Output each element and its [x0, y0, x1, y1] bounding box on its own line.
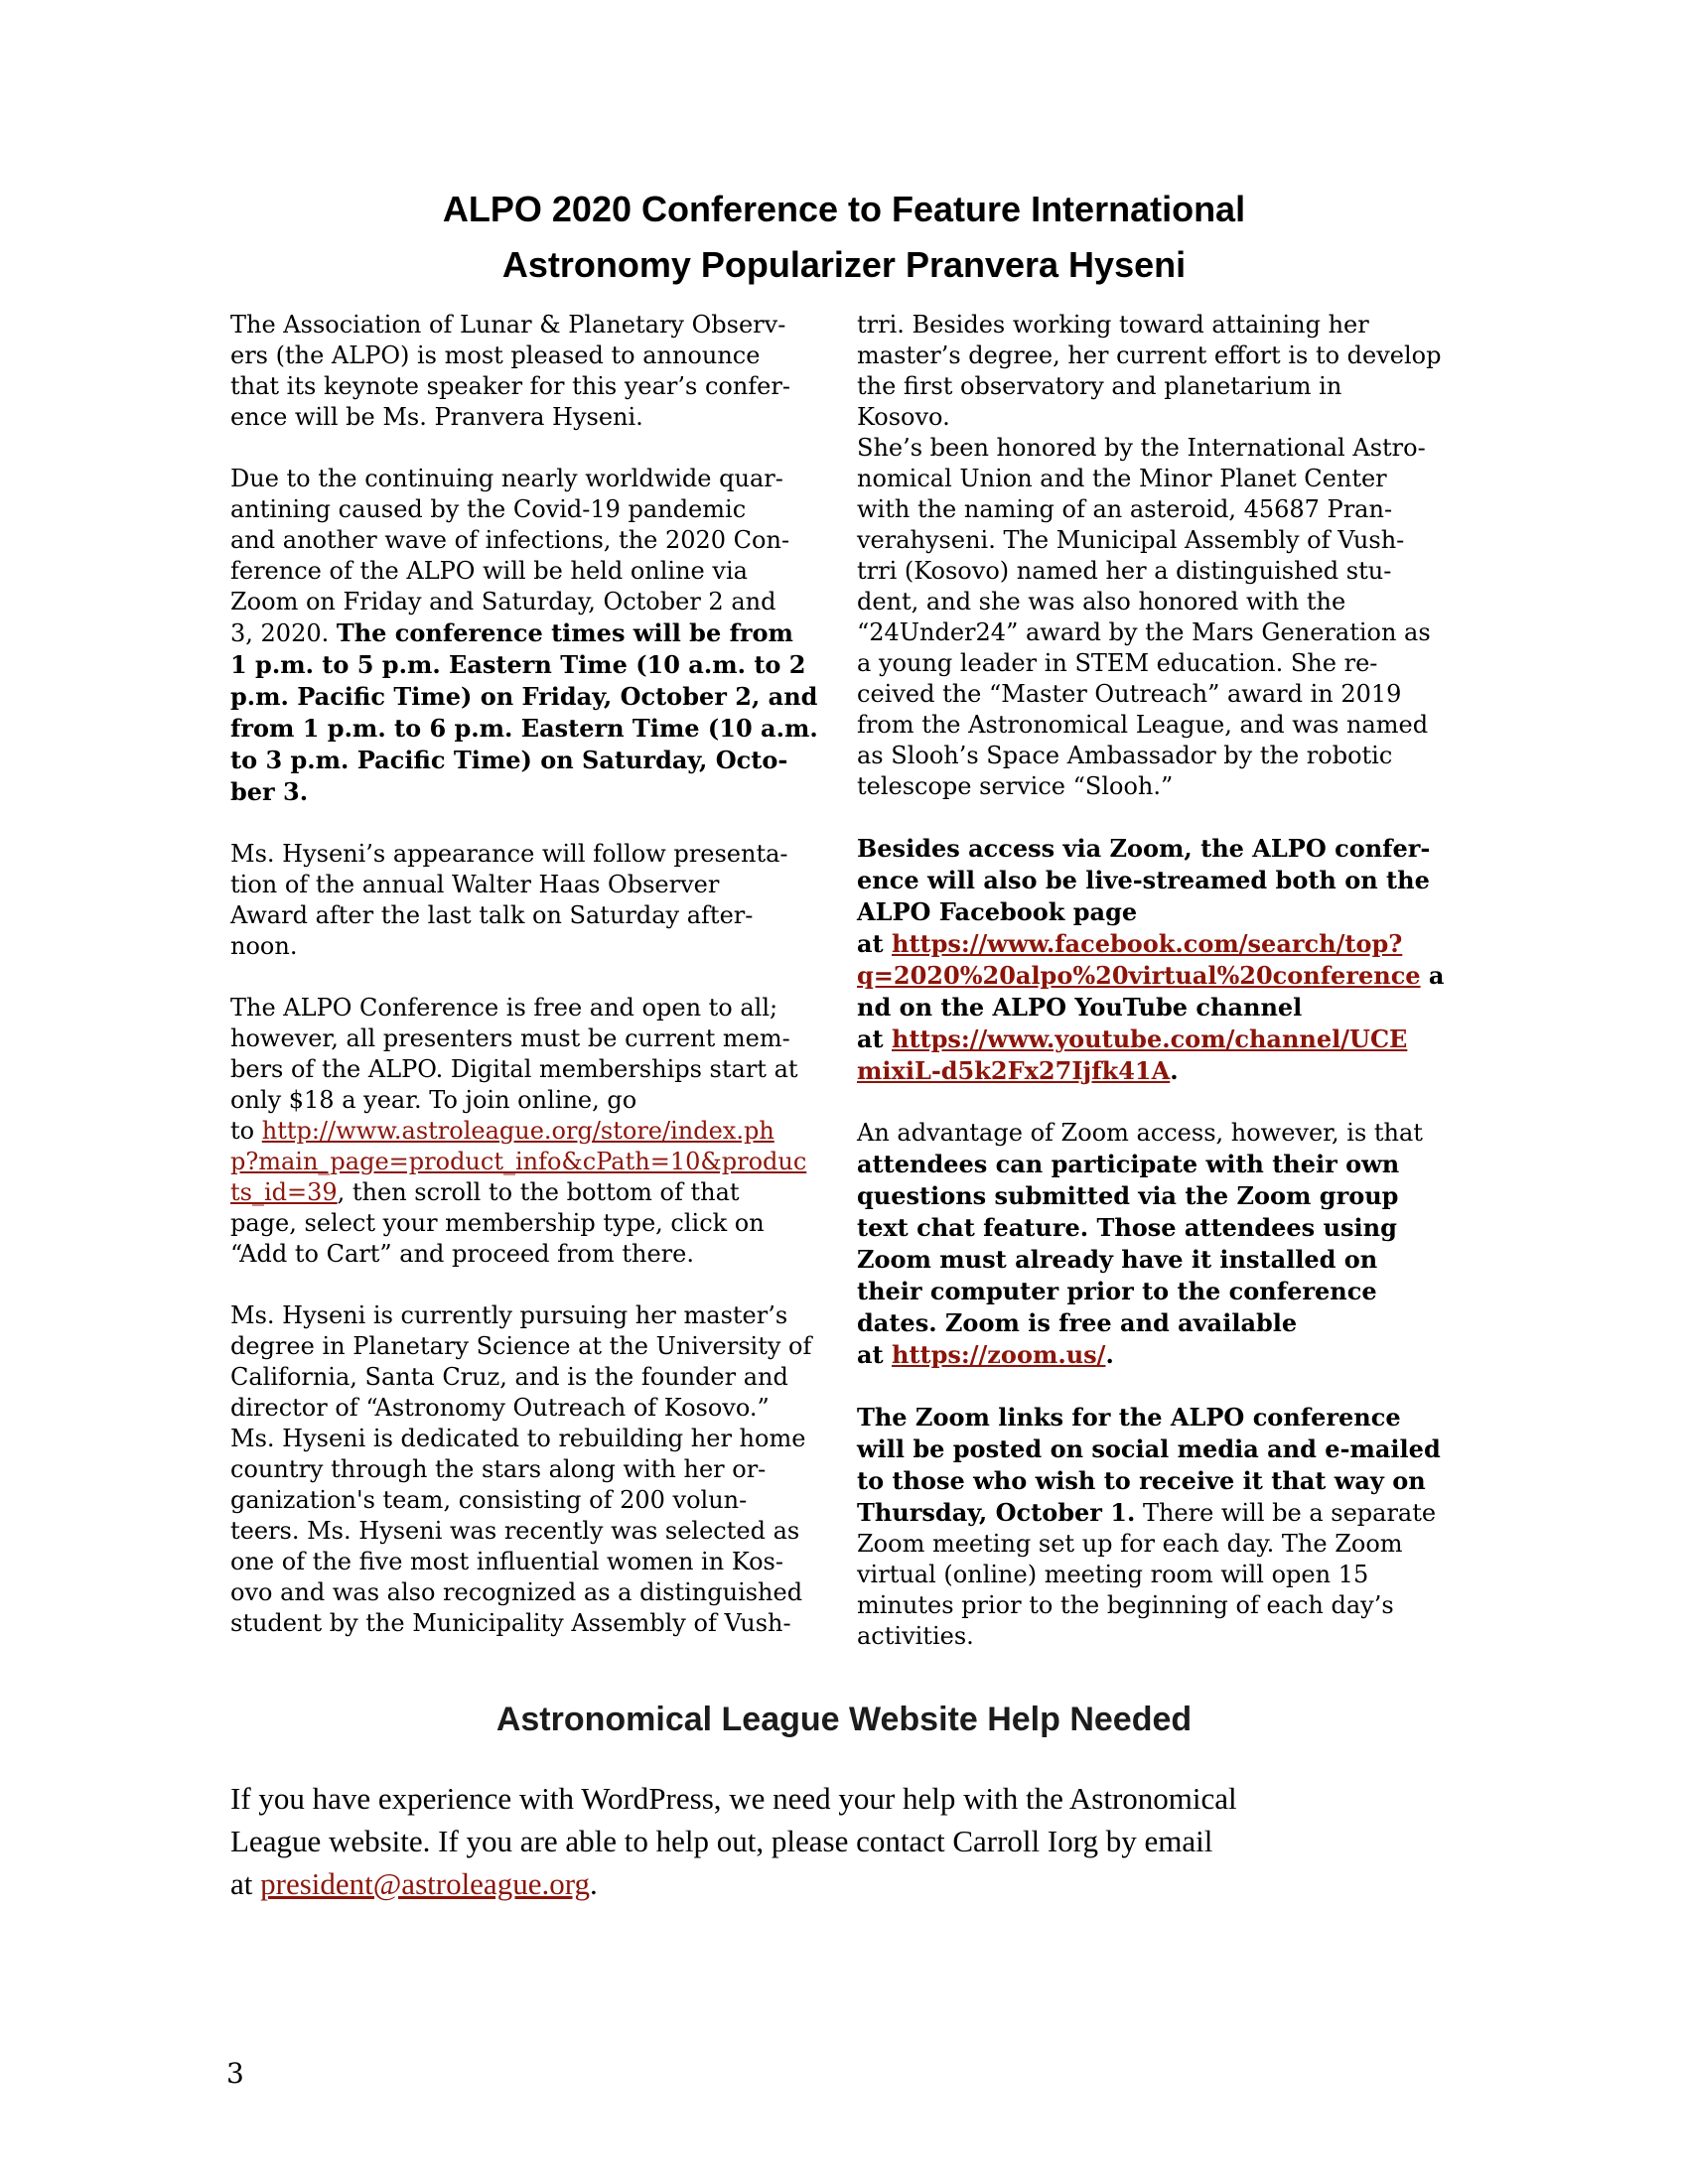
text-segment: text chat feature. Those attendees using [857, 1213, 1397, 1242]
text-line [230, 839, 835, 870]
paragraph [230, 839, 835, 962]
hyperlink[interactable]: https://www.youtube.com/channel/UCE [892, 1024, 1408, 1053]
paragraph [230, 993, 835, 1270]
text-segment: The Zoom links for the ALPO conference [857, 1403, 1401, 1432]
text-line [230, 1239, 835, 1270]
text-line [857, 1339, 1462, 1371]
text-line [857, 771, 1462, 802]
text-segment: Zoom must already have it installed on [857, 1245, 1378, 1274]
text-line [857, 556, 1462, 587]
text-segment: to those who wish to receive it that way on [857, 1466, 1426, 1495]
text-line [230, 1085, 835, 1116]
text-segment: from the Astronomical League, and was named [857, 711, 1429, 739]
text-segment: nd on the ALPO YouTube channel [857, 993, 1303, 1022]
text-line [857, 617, 1462, 648]
text-line [857, 1465, 1462, 1497]
hyperlink[interactable]: q=2020%20alpo%20virtual%20conference [857, 961, 1421, 990]
text-line [230, 1147, 835, 1177]
article-title [0, 182, 1688, 293]
text-segment: dates. Zoom is free and available [857, 1308, 1298, 1337]
text-line [230, 776, 835, 808]
text-segment: If you have experience with WordPress, we need your help with the Astronomical [230, 1781, 1237, 1816]
text-segment: to [230, 1117, 262, 1145]
text-segment: at [857, 929, 892, 958]
text-line [230, 1862, 1481, 1905]
text-line [230, 1777, 1481, 1820]
text-line [230, 1208, 835, 1239]
text-segment: Ms. Hyseni is dedicated to rebuilding her home [230, 1425, 806, 1452]
text-segment: . [589, 1866, 598, 1901]
text-segment: California, Santa Cruz, and is the founder and [230, 1363, 788, 1391]
right-column [857, 310, 1462, 1652]
text-segment: Thursday, October 1. [857, 1498, 1136, 1527]
text-line [230, 371, 835, 402]
text-line [857, 1529, 1462, 1560]
text-segment: Kosovo. [857, 403, 950, 431]
text-line [230, 1054, 835, 1085]
text-line [230, 1608, 835, 1639]
text-segment: Zoom on Friday and Saturday, October 2 and [230, 588, 776, 615]
text-line [857, 992, 1462, 1024]
text-segment: telescope service “Slooh.” [857, 772, 1174, 800]
text-line [857, 433, 1462, 464]
text-segment: degree in Planetary Science at the University of [230, 1332, 812, 1360]
text-line [857, 587, 1462, 617]
paragraph [857, 833, 1462, 1087]
text-segment: trri. Besides working toward attaining her [857, 311, 1369, 339]
text-line [230, 525, 835, 556]
text-segment: dent, and she was also honored with the [857, 588, 1346, 615]
section-heading: Astronomical League Website Help Needed [495, 1701, 1193, 1738]
text-line [230, 1516, 835, 1547]
text-line [230, 745, 835, 776]
text-segment: master’s degree, her current effort is to develop [857, 341, 1442, 369]
text-segment: at [857, 1024, 892, 1053]
text-segment: . [1105, 1340, 1114, 1369]
text-segment: will be posted on social media and e-mailed [857, 1434, 1441, 1463]
text-line [857, 464, 1462, 494]
text-segment: p.m. Pacific Time) on Friday, October 2, and [230, 682, 818, 711]
text-segment: The ALPO Conference is free and open to all; [230, 994, 778, 1022]
text-segment: attendees can participate with their own [857, 1150, 1400, 1178]
text-segment: ALPO Facebook page [857, 897, 1138, 926]
article-body [230, 310, 1462, 1652]
text-segment: tion of the annual Walter Haas Observer [230, 871, 720, 898]
text-line [230, 341, 835, 371]
paragraph [230, 1777, 1481, 1905]
text-line [230, 494, 835, 525]
text-line [230, 1547, 835, 1577]
text-segment: to 3 p.m. Pacific Time) on Saturday, Octo- [230, 746, 788, 774]
text-segment: ber 3. [230, 777, 309, 806]
text-line [857, 1497, 1462, 1529]
text-segment: Ms. Hyseni is currently pursuing her master’s [230, 1301, 788, 1329]
text-segment: ence will be Ms. Pranvera Hyseni. [230, 403, 643, 431]
paragraph [857, 310, 1462, 802]
hyperlink[interactable]: https://zoom.us/ [892, 1340, 1106, 1369]
text-segment: and another wave of infections, the 2020 Con- [230, 526, 790, 554]
text-segment: minutes prior to the beginning of each day’s [857, 1591, 1394, 1619]
article-title-line-1: ALPO 2020 Conference to Feature International [442, 189, 1246, 229]
text-segment: a young leader in STEM education. She re- [857, 649, 1378, 677]
text-segment: Zoom meeting set up for each day. The Zoom [857, 1530, 1403, 1558]
text-segment: An advantage of Zoom access, however, is that [857, 1119, 1423, 1147]
text-line [230, 649, 835, 681]
text-line [230, 1300, 835, 1331]
paragraph [857, 1402, 1462, 1652]
text-line [857, 960, 1462, 992]
text-line [230, 310, 835, 341]
text-segment: trri (Kosovo) named her a distinguished stu- [857, 557, 1392, 585]
text-segment: ceived the “Master Outreach” award in 2019 [857, 680, 1402, 708]
hyperlink[interactable]: https://www.facebook.com/search/top? [892, 929, 1403, 958]
text-line [857, 1212, 1462, 1244]
text-line [857, 896, 1462, 928]
text-segment: The conference times will be from [336, 618, 793, 647]
text-segment: League website. If you are able to help out, please contact Carroll Iorg by email [230, 1824, 1213, 1858]
text-line [230, 900, 835, 931]
text-segment: director of “Astronomy Outreach of Kosovo.” [230, 1394, 770, 1422]
text-line [857, 1118, 1462, 1149]
text-line [230, 1393, 835, 1424]
text-line [857, 310, 1462, 341]
text-segment: from 1 p.m. to 6 p.m. Eastern Time (10 a.m. [230, 714, 818, 743]
hyperlink[interactable]: ts_id=39 [230, 1178, 338, 1206]
text-line [857, 1433, 1462, 1465]
text-segment: ers (the ALPO) is most pleased to announce [230, 341, 761, 369]
text-line [857, 494, 1462, 525]
text-segment: She’s been honored by the International Astro- [857, 434, 1426, 462]
text-segment: activities. [857, 1622, 974, 1650]
text-line [230, 617, 835, 649]
text-line [230, 993, 835, 1024]
text-segment: There will be a separate [1135, 1499, 1437, 1527]
hyperlink[interactable]: p?main_page=product_info&cPath=10&produc [230, 1148, 807, 1175]
text-line [230, 1577, 835, 1608]
text-segment: , then scroll to the bottom of that [337, 1178, 740, 1206]
text-segment: 3, 2020. [230, 619, 337, 647]
text-line [857, 648, 1462, 679]
text-line [857, 1590, 1462, 1621]
text-segment: . [1170, 1056, 1179, 1085]
text-line [857, 710, 1462, 741]
text-segment: Ms. Hyseni’s appearance will follow presenta- [230, 840, 788, 868]
text-line [230, 1331, 835, 1362]
text-line [857, 741, 1462, 771]
text-segment: The Association of Lunar & Planetary Observ- [230, 311, 786, 339]
text-line [857, 341, 1462, 371]
text-line [857, 1307, 1462, 1339]
text-segment: the first observatory and planetarium in [857, 372, 1342, 400]
text-segment: at [230, 1866, 261, 1901]
text-segment: student by the Municipality Assembly of Vush- [230, 1609, 791, 1637]
text-line [230, 464, 835, 494]
text-segment: “Add to Cart” and proceed from there. [230, 1240, 694, 1268]
help-paragraph [230, 1777, 1481, 1905]
text-line [230, 713, 835, 745]
text-segment: ference of the ALPO will be held online via [230, 557, 748, 585]
text-line [857, 371, 1462, 402]
text-segment: questions submitted via the Zoom group [857, 1181, 1399, 1210]
text-line [230, 402, 835, 433]
text-line [857, 1244, 1462, 1276]
text-segment: 1 p.m. to 5 p.m. Eastern Time (10 a.m. to 2 [230, 650, 806, 679]
text-line [230, 931, 835, 962]
text-segment: page, select your membership type, click on [230, 1209, 765, 1237]
paragraph [230, 310, 835, 433]
text-segment: verahyseni. The Municipal Assembly of Vush- [857, 526, 1405, 554]
paragraph [230, 464, 835, 808]
text-line [857, 1402, 1462, 1433]
text-segment: as Slooh’s Space Ambassador by the robotic [857, 742, 1393, 769]
text-line [230, 1485, 835, 1516]
text-segment: with the naming of an asteroid, 45687 Pran- [857, 495, 1393, 523]
text-segment: Due to the continuing nearly worldwide quar- [230, 465, 783, 492]
text-line [230, 1454, 835, 1485]
text-line [230, 587, 835, 617]
text-segment: only $18 a year. To join online, go [230, 1086, 637, 1114]
text-line [857, 1055, 1462, 1087]
text-segment: “24Under24” award by the Mars Generation as [857, 618, 1431, 646]
text-segment: however, all presenters must be current mem- [230, 1024, 790, 1052]
paragraph [230, 1300, 835, 1639]
text-segment: antining caused by the Covid-19 pandemic [230, 495, 747, 523]
text-segment: nomical Union and the Minor Planet Center [857, 465, 1387, 492]
text-segment: Award after the last talk on Saturday after- [230, 901, 754, 929]
page-number: 3 [226, 2057, 244, 2090]
text-segment: ence will also be live-streamed both on the [857, 866, 1430, 894]
text-line [857, 1149, 1462, 1180]
text-line [857, 402, 1462, 433]
text-segment: a [1420, 961, 1445, 990]
text-line [230, 1116, 835, 1147]
text-segment: virtual (online) meeting room will open 15 [857, 1561, 1369, 1588]
text-line [857, 833, 1462, 865]
text-segment: teers. Ms. Hyseni was recently was selected as [230, 1517, 800, 1545]
text-line [230, 1024, 835, 1054]
text-line [857, 679, 1462, 710]
text-segment: one of the five most influential women in Kos- [230, 1548, 783, 1575]
text-line [857, 1024, 1462, 1055]
text-line [230, 556, 835, 587]
hyperlink[interactable]: president@astroleague.org [260, 1866, 590, 1901]
text-line [857, 928, 1462, 960]
text-segment: their computer prior to the conference [857, 1277, 1377, 1305]
text-line [857, 525, 1462, 556]
text-line [230, 1177, 835, 1208]
text-segment: at [857, 1340, 892, 1369]
text-segment: bers of the ALPO. Digital memberships start at [230, 1055, 798, 1083]
text-line [230, 870, 835, 900]
text-segment: noon. [230, 932, 298, 960]
text-segment: ovo and was also recognized as a distinguished [230, 1578, 803, 1606]
text-line [230, 681, 835, 713]
text-line [857, 1276, 1462, 1307]
text-line [230, 1820, 1481, 1862]
text-line [857, 1560, 1462, 1590]
text-line [230, 1424, 835, 1454]
text-line [857, 1621, 1462, 1652]
text-segment: ganization's team, consisting of 200 volun- [230, 1486, 748, 1514]
hyperlink[interactable]: http://www.astroleague.org/store/index.ph [261, 1117, 774, 1145]
text-line [230, 1362, 835, 1393]
hyperlink[interactable]: mixiL-d5k2Fx27Ijfk41A [857, 1056, 1171, 1085]
text-line [857, 1180, 1462, 1212]
paragraph [857, 1118, 1462, 1371]
text-segment: Besides access via Zoom, the ALPO confer- [857, 834, 1431, 863]
text-segment: country through the stars along with her or- [230, 1455, 767, 1483]
text-line [857, 865, 1462, 896]
left-column [230, 310, 835, 1652]
article-title-line-2: Astronomy Popularizer Pranvera Hyseni [501, 244, 1187, 285]
text-segment: that its keynote speaker for this year’s confer- [230, 372, 790, 400]
